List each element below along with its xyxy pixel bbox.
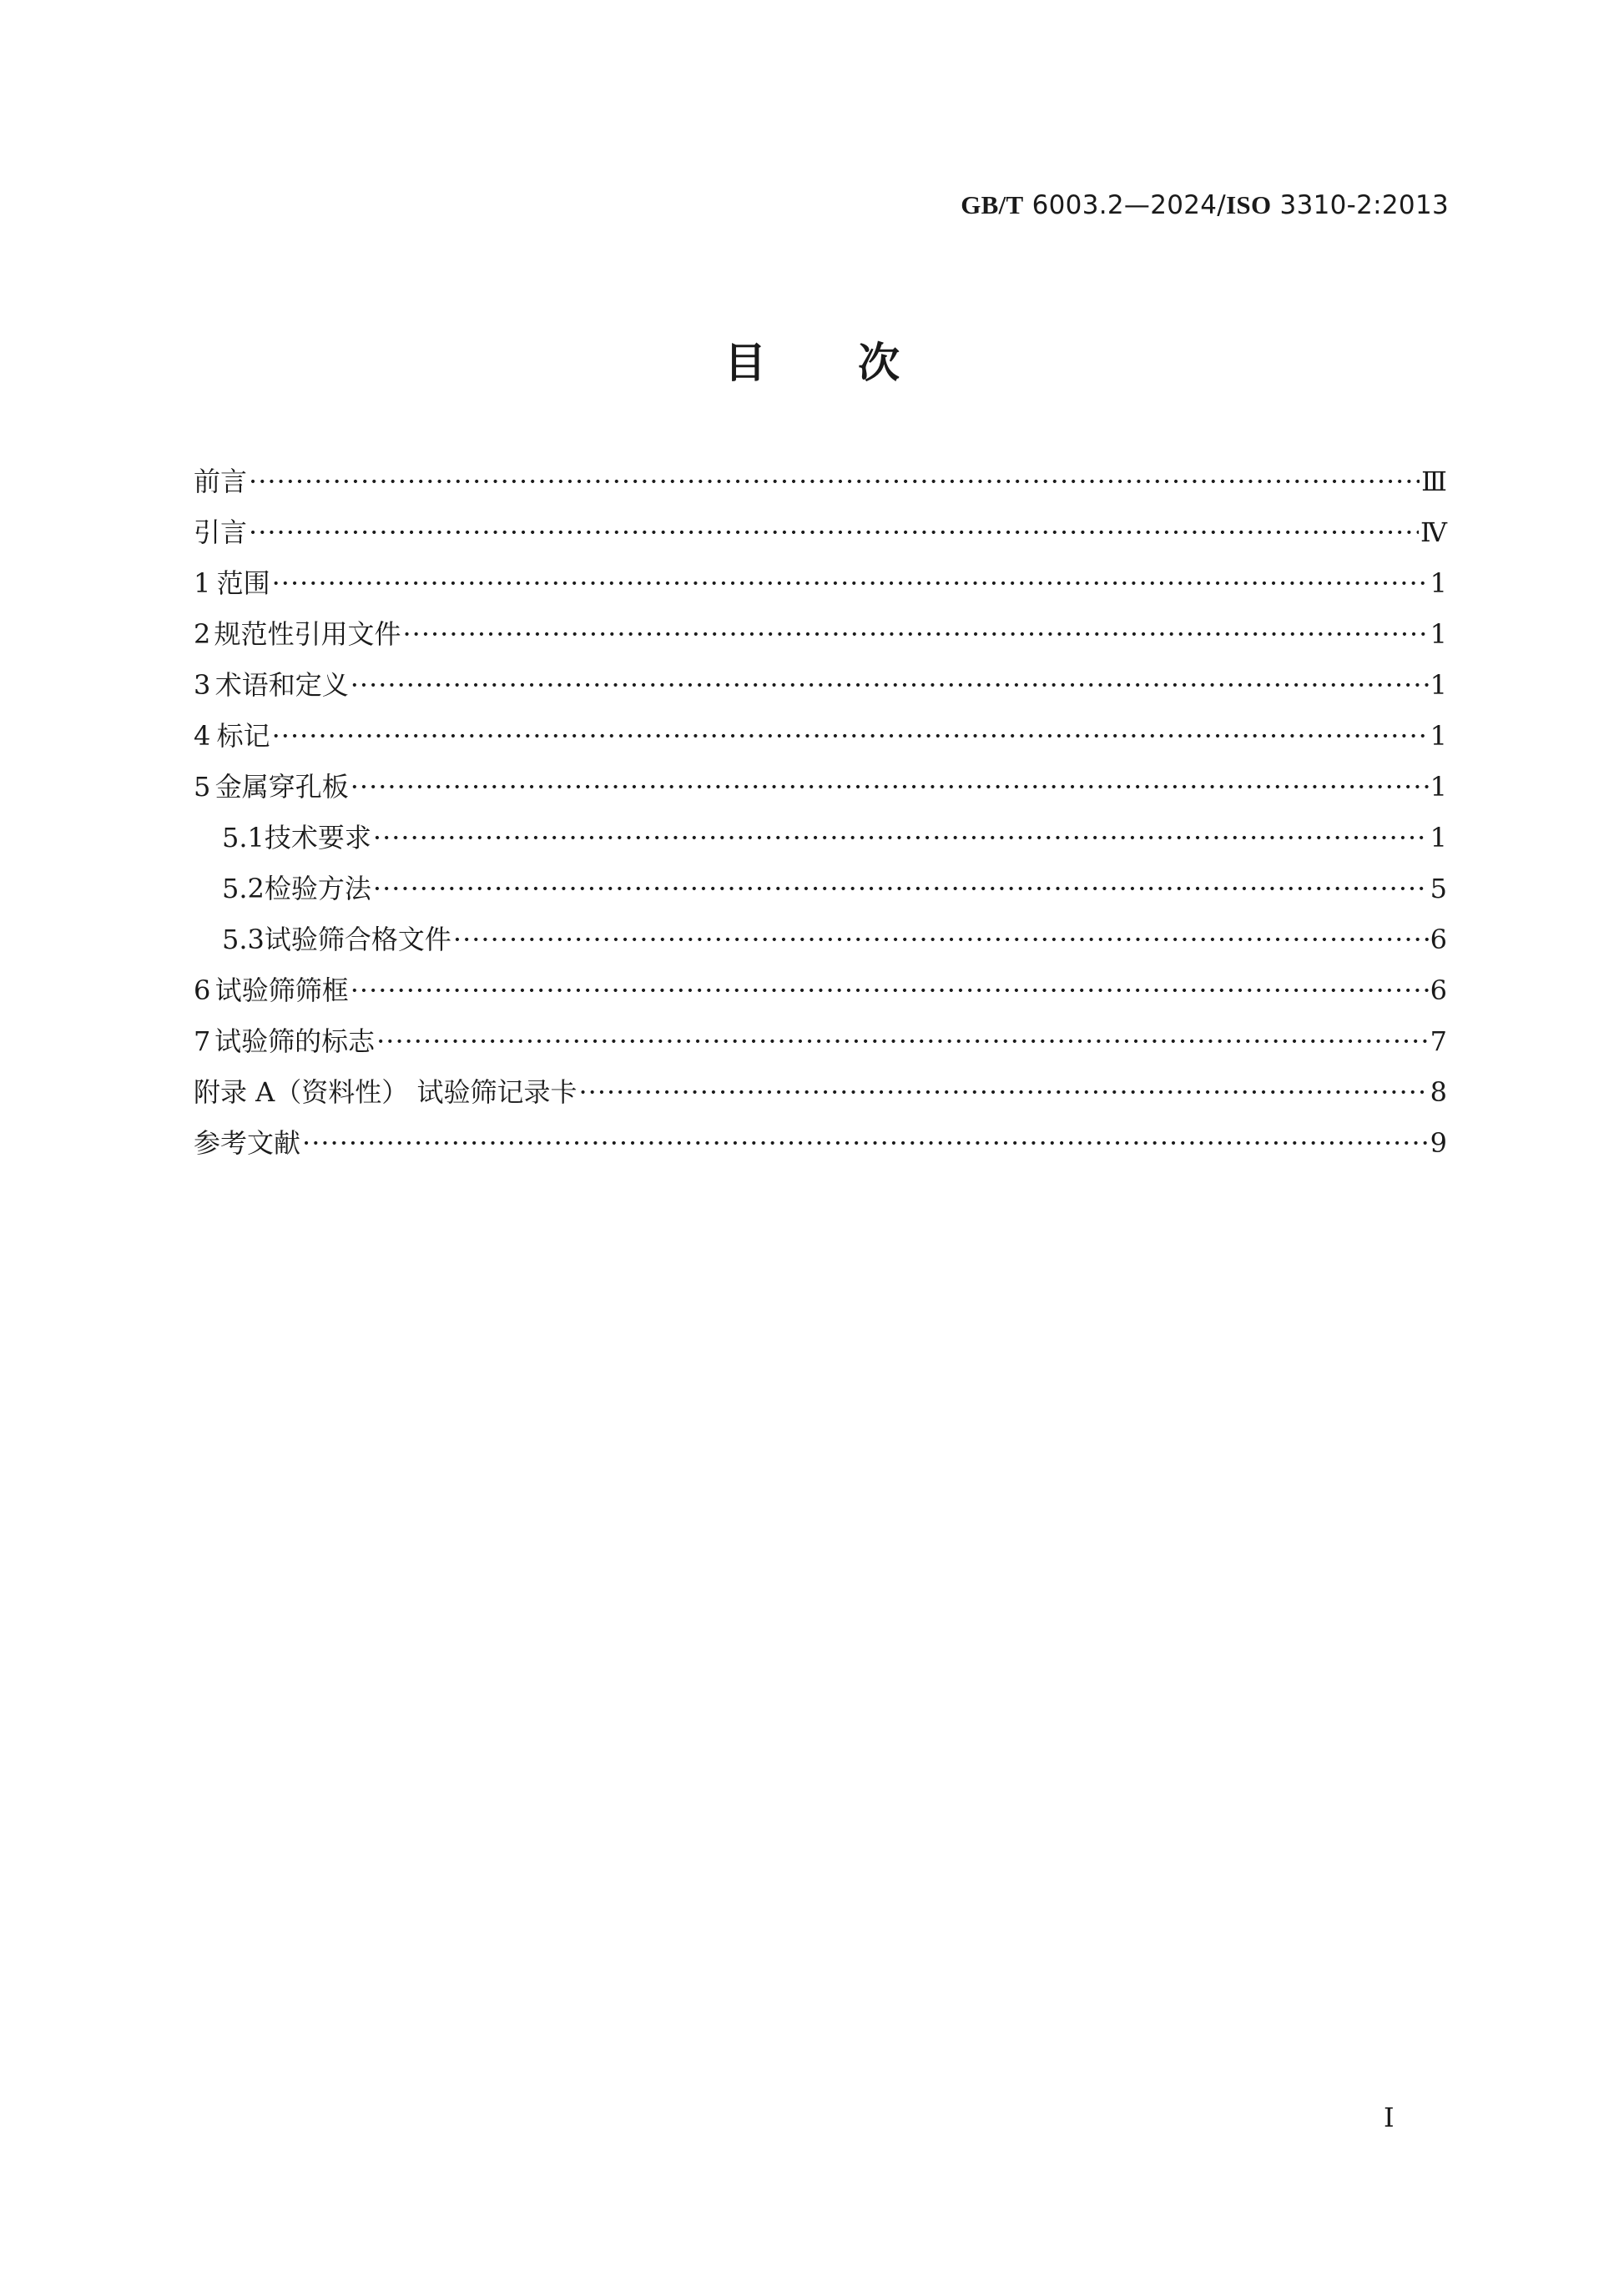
toc-label: 试验筛合格文件 [264,924,451,955]
std-number: 6003.2—2024/ [1031,190,1227,220]
toc-page-number: 8 [1430,1076,1447,1108]
toc-leader-dots [272,567,1429,599]
toc-leader-dots [351,669,1429,701]
toc-leader-dots [402,618,1428,650]
toc-label: 附录 A（资料性） 试验筛记录卡 [194,1076,577,1108]
iso-number: 3310-2:2013 [1279,190,1449,220]
toc-number: 6 [194,974,211,1006]
toc-entry[interactable] [194,766,1447,817]
toc-leader-dots [249,516,1419,548]
toc-entry[interactable] [194,613,1447,664]
toc-page-number: 6 [1430,924,1447,955]
toc-page-number: 1 [1430,771,1447,803]
toc-subentry[interactable] [194,817,1447,868]
toc-leader-dots [249,466,1420,497]
toc-page-number: 1 [1430,567,1447,599]
toc-label: 检验方法 [264,873,371,904]
toc-number: 1 [194,567,211,599]
toc-entry[interactable] [194,461,1447,511]
toc-page-number: 1 [1430,618,1447,650]
toc-page-number: 7 [1430,1025,1447,1057]
toc-leader-dots [578,1076,1428,1108]
toc-page-number: 9 [1430,1127,1447,1159]
toc-entry[interactable] [194,562,1447,613]
toc-page-number: Ⅲ [1421,466,1447,497]
toc-entry[interactable] [194,969,1447,1020]
page-title [0,330,1624,390]
toc-number: 5.3 [222,924,265,955]
toc-label: 技术要求 [264,822,371,853]
toc-leader-dots [351,771,1429,803]
toc-entry[interactable] [194,715,1447,766]
toc-subentry[interactable] [194,919,1447,969]
toc-entry[interactable] [194,1122,1447,1173]
title-char-2: 次 [858,339,900,387]
toc-label: 前言 [194,466,248,497]
toc-number: 5.1 [222,822,265,853]
toc-label: 金属穿孔板 [214,771,349,803]
toc-leader-dots [373,873,1429,904]
title-char-1: 目 [724,339,766,387]
iso-prefix: ISO [1226,190,1272,219]
toc-page-number: 1 [1430,720,1447,752]
toc-label: 试验筛的标志 [214,1025,376,1057]
toc-leader-dots [302,1127,1429,1159]
toc-number: 5.2 [222,873,265,904]
toc-label: 术语和定义 [214,669,349,701]
toc-label: 参考文献 [194,1127,301,1159]
toc-leader-dots [272,720,1429,752]
toc-page-number: 6 [1430,974,1447,1006]
toc-number: 4 [194,720,211,752]
toc-leader-dots [376,1025,1429,1057]
toc-page-number: 1 [1430,822,1447,853]
toc-label: 引言 [194,516,248,548]
toc-page-number: Ⅳ [1420,516,1447,548]
std-prefix: GB/T [961,190,1024,219]
toc-entry[interactable] [194,664,1447,715]
toc-label: 规范性引用文件 [214,618,401,650]
toc-label: 标记 [216,720,270,752]
toc-number: 3 [194,669,211,701]
toc-number: 7 [194,1025,211,1057]
standard-number-header [961,190,1449,220]
toc-page-number: 5 [1430,873,1447,904]
toc-subentry[interactable] [194,868,1447,919]
toc-leader-dots [351,974,1429,1006]
toc-label: 试验筛筛框 [214,974,349,1006]
toc-number: 2 [194,618,211,650]
toc-entry[interactable] [194,1071,1447,1122]
table-of-contents [194,461,1447,1173]
toc-entry[interactable] [194,1020,1447,1071]
toc-entry[interactable] [194,511,1447,562]
page-number: Ⅰ [1384,2102,1395,2132]
toc-page-number: 1 [1430,669,1447,701]
toc-number: 5 [194,771,211,803]
toc-leader-dots [373,822,1429,853]
toc-leader-dots [453,924,1429,955]
toc-label: 范围 [216,567,270,599]
